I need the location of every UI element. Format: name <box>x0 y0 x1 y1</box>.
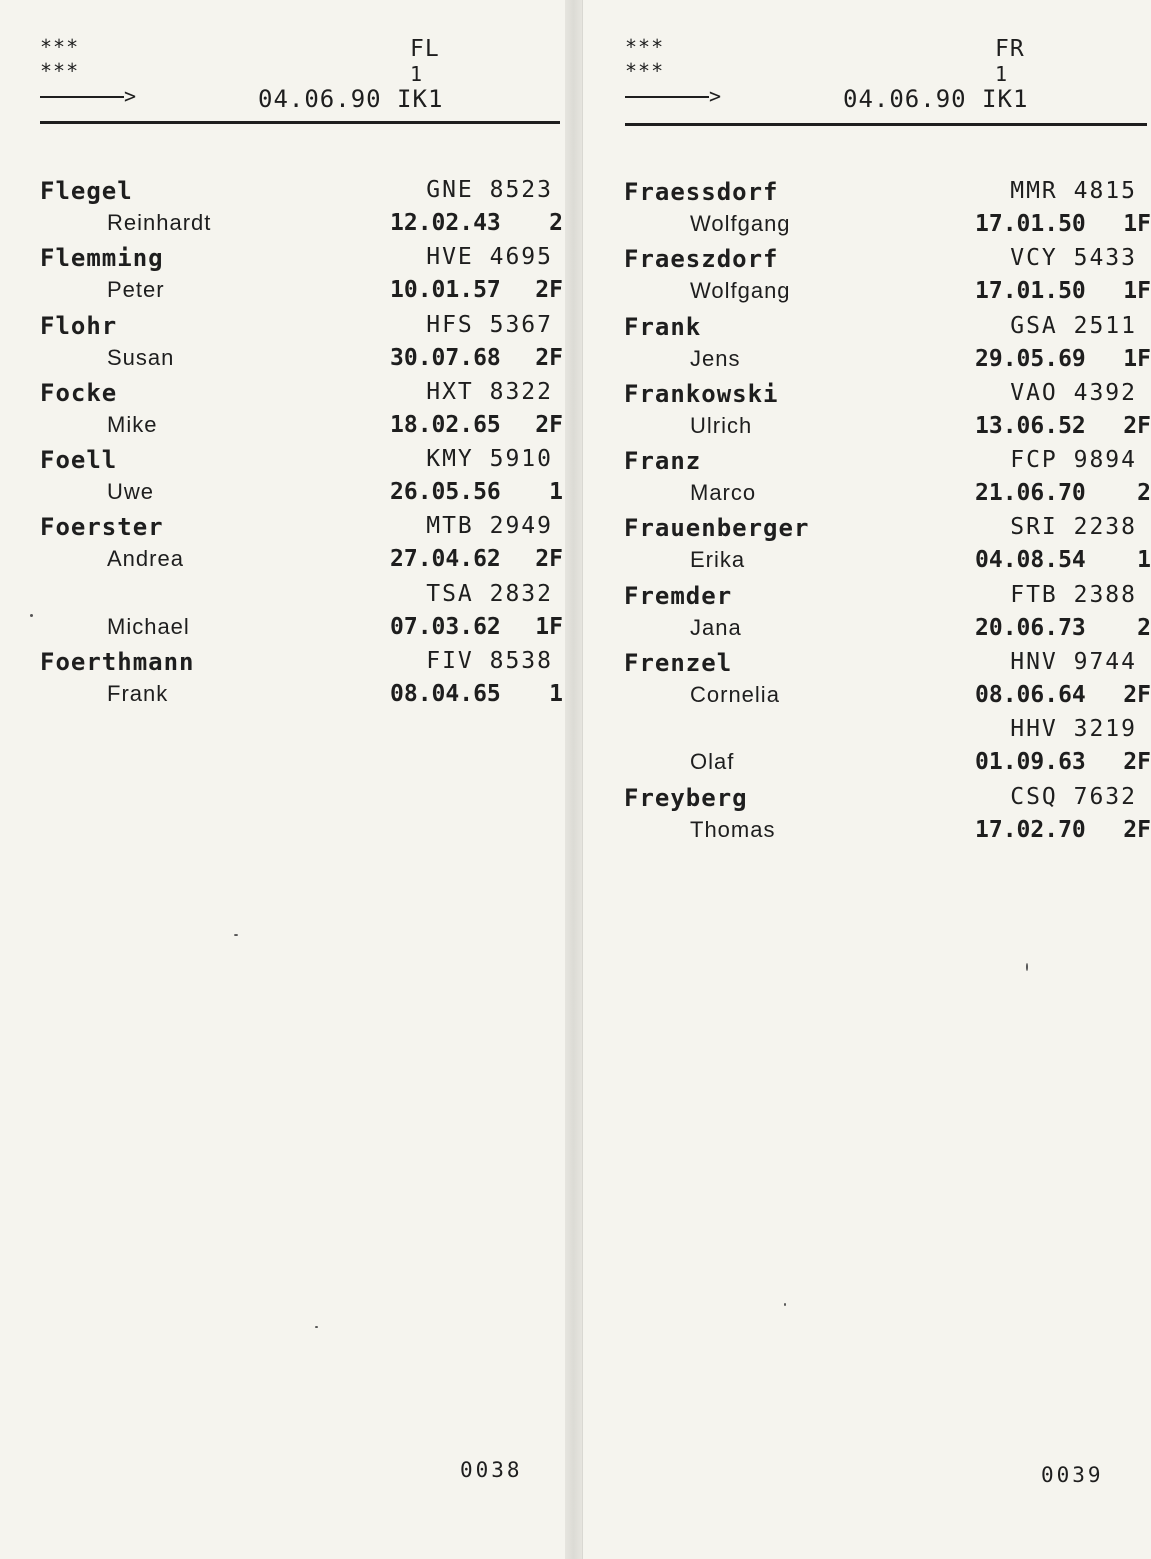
birth-date: 26.05.56 <box>390 479 501 506</box>
person-list <box>40 177 563 715</box>
list-item <box>624 312 1151 380</box>
category-flag: 2F <box>1123 749 1151 776</box>
birth-date: 08.04.65 <box>390 681 501 708</box>
id-code: FIV 8538 <box>426 648 553 675</box>
surname: Frauenberger <box>624 514 810 543</box>
firstname: Marco <box>690 480 757 506</box>
surname: Flohr <box>40 311 118 340</box>
category-flag: 1 <box>549 681 563 708</box>
surname: Franz <box>624 447 702 476</box>
id-code: HNV 9744 <box>1010 649 1137 676</box>
paper-speck <box>234 934 238 936</box>
birth-date: 01.09.63 <box>975 749 1086 776</box>
birth-date: 17.01.50 <box>975 211 1086 237</box>
category-flag: 1F <box>1123 211 1151 237</box>
header-range-code: FR <box>995 36 1025 62</box>
list-item <box>40 378 563 446</box>
category-flag: 1 <box>549 479 563 506</box>
header-number: 1 <box>410 62 424 86</box>
list-item <box>40 513 563 580</box>
id-code: FCP 9894 <box>1010 447 1137 474</box>
page-number: 0038 <box>460 1458 523 1482</box>
printout-page-left <box>0 0 565 1559</box>
list-item <box>40 648 563 715</box>
surname: Foerster <box>40 513 164 542</box>
list-item <box>624 514 1151 581</box>
firstname: Thomas <box>690 816 776 842</box>
surname: Foerthmann <box>40 648 195 677</box>
header-number: 1 <box>995 62 1009 86</box>
sheet-separator <box>565 0 582 1559</box>
list-item <box>624 716 1151 783</box>
birth-date: 13.06.52 <box>975 412 1086 439</box>
firstname: Ulrich <box>690 412 753 438</box>
header-mark-2: *** <box>40 59 80 83</box>
list-item <box>40 244 563 311</box>
category-flag: 1F <box>535 613 563 640</box>
category-flag: 1 <box>1137 547 1151 574</box>
list-item <box>40 311 563 379</box>
surname: Flegel <box>40 177 133 205</box>
list-item <box>40 580 563 648</box>
firstname: Andrea <box>107 546 184 572</box>
id-code: GSA 2511 <box>1010 312 1137 339</box>
id-code: GNE 8523 <box>426 177 553 203</box>
birth-date: 07.03.62 <box>390 613 501 640</box>
firstname: Wolfgang <box>690 278 791 304</box>
paper-speck <box>1026 963 1028 971</box>
firstname: Jana <box>690 614 742 640</box>
birth-date: 30.07.68 <box>390 344 501 371</box>
surname: Fraeszdorf <box>624 245 779 274</box>
header-range-code: FL <box>410 36 440 62</box>
id-code: MTB 2949 <box>426 513 553 540</box>
surname: Flemming <box>40 244 164 273</box>
birth-date: 08.06.64 <box>975 682 1086 709</box>
printout-page-right <box>582 0 1151 1559</box>
firstname: Erika <box>690 547 746 573</box>
list-item <box>40 177 563 244</box>
category-flag: 2 <box>1137 480 1151 507</box>
list-item <box>624 581 1151 649</box>
paper-speck <box>30 614 33 617</box>
firstname: Peter <box>107 277 165 303</box>
surname: Fraessdorf <box>624 178 779 206</box>
firstname: Wolfgang <box>690 211 791 236</box>
id-code: VCY 5433 <box>1010 245 1137 272</box>
category-flag: 2F <box>535 411 563 438</box>
firstname: Michael <box>107 613 190 639</box>
surname: Fremder <box>624 581 733 610</box>
list-item <box>624 649 1151 716</box>
id-code: CSQ 7632 <box>1010 783 1137 810</box>
id-code: HHV 3219 <box>1010 716 1137 743</box>
header-rule <box>40 121 560 124</box>
header-mark-2: *** <box>625 59 665 83</box>
id-code: VAO 4392 <box>1010 379 1137 406</box>
birth-date: 29.05.69 <box>975 345 1086 372</box>
id-code: MMR 4815 <box>1010 178 1137 204</box>
category-flag: 1F <box>1123 345 1151 372</box>
category-flag: 2F <box>535 546 563 573</box>
header-date-ref: 04.06.90 IK1 <box>258 85 444 113</box>
firstname: Cornelia <box>690 682 780 708</box>
surname: Focke <box>40 378 118 407</box>
header-date-ref: 04.06.90 IK1 <box>843 85 1029 113</box>
category-flag: 2F <box>535 344 563 371</box>
category-flag: 2 <box>1137 614 1151 641</box>
header-rule <box>625 123 1147 126</box>
category-flag: 2F <box>535 277 563 304</box>
firstname: Olaf <box>690 749 735 775</box>
id-code: SRI 2238 <box>1010 514 1137 541</box>
paper-speck <box>784 1303 786 1306</box>
category-flag: 1F <box>1123 278 1151 305</box>
list-item <box>624 379 1151 447</box>
id-code: HXT 8322 <box>426 378 553 405</box>
birth-date: 17.02.70 <box>975 816 1086 843</box>
birth-date: 04.08.54 <box>975 547 1086 574</box>
birth-date: 20.06.73 <box>975 614 1086 641</box>
category-flag: 2F <box>1123 412 1151 439</box>
list-item <box>624 447 1151 514</box>
id-code: KMY 5910 <box>426 446 553 473</box>
list-item <box>624 245 1151 312</box>
firstname: Susan <box>107 344 175 370</box>
list-item <box>624 783 1151 851</box>
id-code: TSA 2832 <box>426 580 553 607</box>
surname: Foell <box>40 446 118 475</box>
firstname: Mike <box>107 411 158 437</box>
birth-date: 10.01.57 <box>390 277 501 304</box>
list-item <box>40 446 563 513</box>
page-number: 0039 <box>1041 1463 1104 1487</box>
category-flag: 2F <box>1123 682 1151 709</box>
birth-date: 27.04.62 <box>390 546 501 573</box>
header-mark-1: *** <box>40 35 80 59</box>
birth-date: 18.02.65 <box>390 411 501 438</box>
surname: Frank <box>624 312 702 341</box>
firstname: Uwe <box>107 479 155 505</box>
birth-date: 12.02.43 <box>390 210 501 236</box>
firstname: Jens <box>690 345 741 371</box>
id-code: FTB 2388 <box>1010 581 1137 608</box>
header-mark-1: *** <box>625 35 665 59</box>
paper-speck <box>315 1326 318 1328</box>
category-flag: 2F <box>1123 816 1151 843</box>
surname: Frankowski <box>624 379 779 408</box>
category-flag: 2 <box>549 210 563 236</box>
id-code: HVE 4695 <box>426 244 553 271</box>
birth-date: 21.06.70 <box>975 480 1086 507</box>
arrow-icon: > <box>625 87 725 107</box>
birth-date: 17.01.50 <box>975 278 1086 305</box>
firstname: Reinhardt <box>107 210 212 235</box>
list-item <box>624 178 1151 245</box>
surname: Freyberg <box>624 783 748 812</box>
arrow-icon: > <box>40 87 140 107</box>
id-code: HFS 5367 <box>426 311 553 338</box>
surname: Frenzel <box>624 649 733 678</box>
person-list <box>624 178 1151 851</box>
firstname: Frank <box>107 681 169 707</box>
